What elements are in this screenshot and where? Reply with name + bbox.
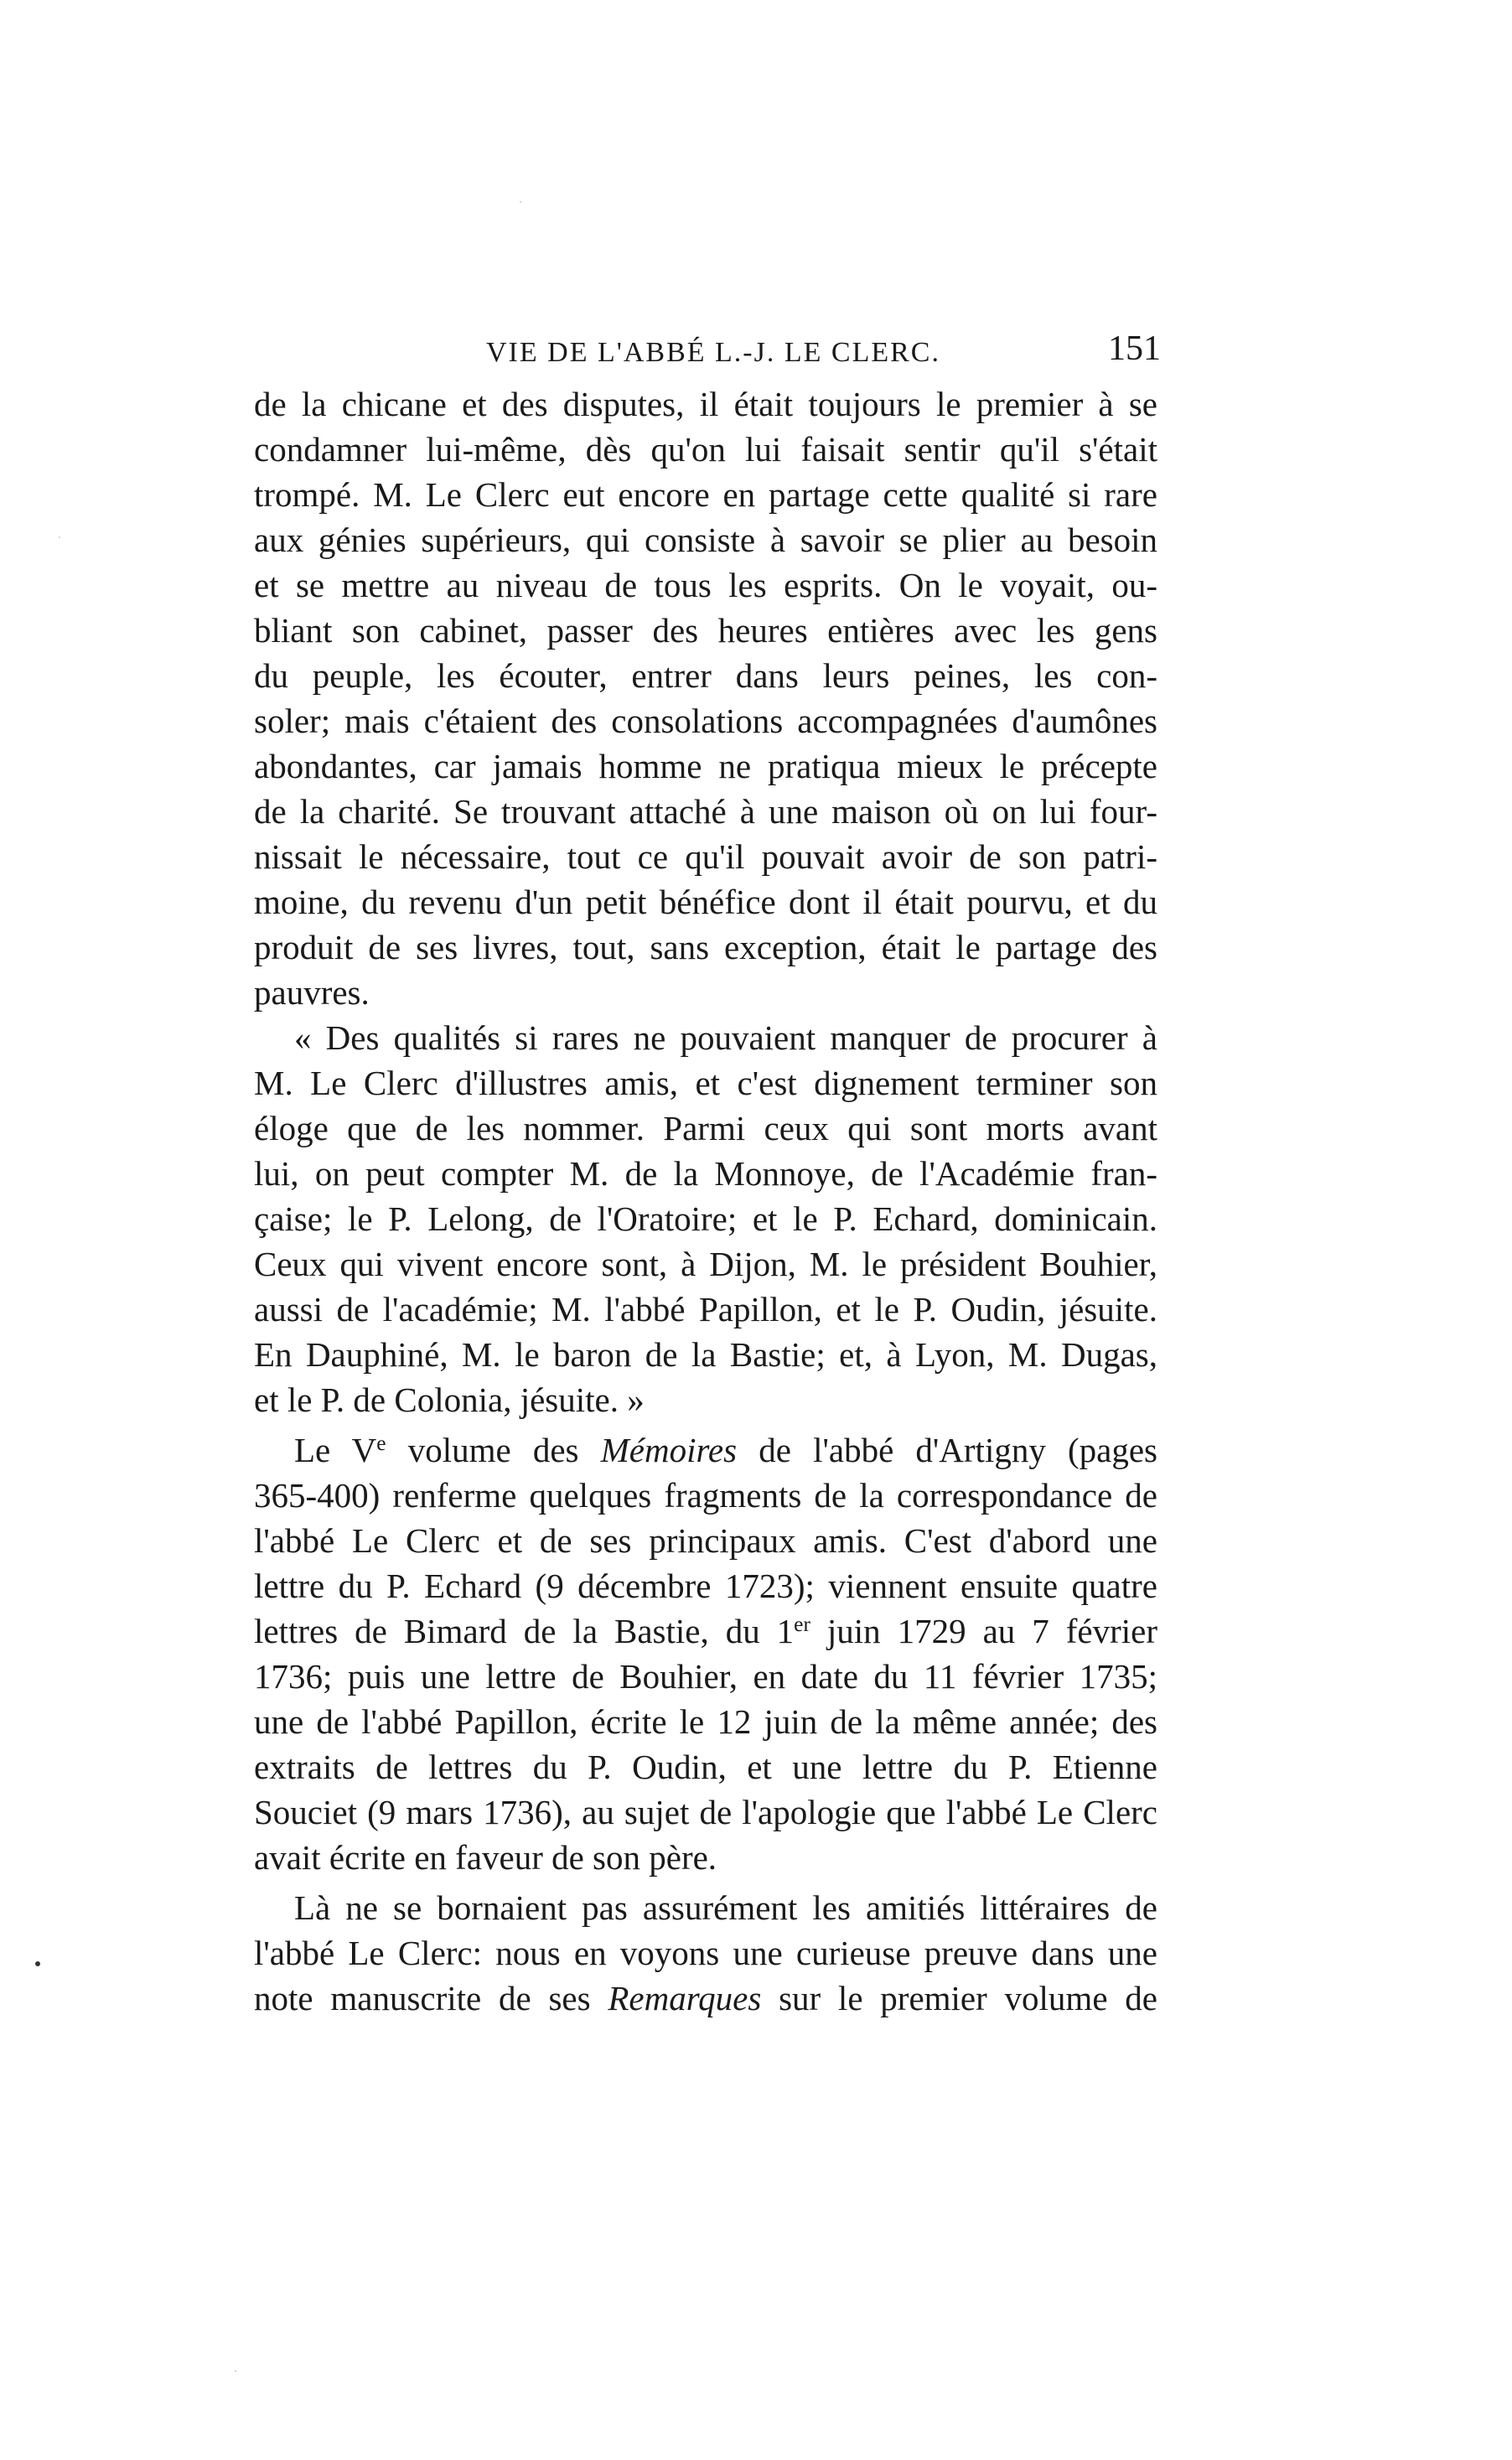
text-line: abondantes, car jamais homme ne pratiqua mieux le précepte [254,747,1157,785]
text-line: soler; mais c'étaient des consolations accompagnées d'aumônes [254,702,1157,740]
text-line: produit de ses livres, tout, sans exception, était le partage des [254,928,1157,966]
text-line: Ceux qui vivent encore sont, à Dijon, M. le président Bouhier, [254,1245,1157,1283]
paper-speck [520,201,521,203]
text-line: bliant son cabinet, passer des heures entières avec les gens [254,611,1157,650]
text-line: l'abbé Le Clerc: nous en voyons une curieuse preuve dans une [254,1934,1157,1972]
text-line: Là ne se bornaient pas assurément les amitiés littéraires de [294,1888,1157,1927]
text-line: M. Le Clerc d'illustres amis, et c'est dignement terminer son [254,1064,1157,1102]
text-line: moine, du revenu d'un petit bénéfice dont il était pourvu, et du [254,883,1157,921]
page-number: 151 [1108,329,1161,368]
running-head-title: VIE DE L'ABBÉ L.-J. LE CLERC. [486,337,940,368]
body-text [254,381,1157,2021]
text-line: trompé. M. Le Clerc eut encore en partage cette qualité si rare [254,475,1157,514]
text-line: Souciet (9 mars 1736), au sujet de l'apologie que l'abbé Le Clerc [254,1793,1157,1831]
text-line: aux génies supérieurs, qui consiste à savoir se plier au besoin [254,520,1157,559]
text-line: et le P. de Colonia, jésuite. » [254,1380,645,1419]
text-line: l'abbé Le Clerc et de ses principaux amis. C'est d'abord une [254,1521,1157,1560]
text-line: lettres de Bimard de la Bastie, du 1er juin 1729 au 7 février [254,1612,1157,1650]
text-line: de la charité. Se trouvant attaché à une maison où on lui four- [254,792,1157,831]
margin-ink-mark [35,1961,40,1966]
text-line: çaise; le P. Lelong, de l'Oratoire; et le P. Echard, dominicain. [254,1199,1157,1238]
text-line: En Dauphiné, M. le baron de la Bastie; et, à Lyon, M. Dugas, [254,1335,1157,1374]
paper-speck [59,536,60,538]
text-line: lui, on peut compter M. de la Monnoye, de l'Académie fran- [254,1154,1157,1193]
text-line: et se mettre au niveau de tous les esprits. On le voyait, ou- [254,566,1157,604]
text-line: lettre du P. Echard (9 décembre 1723); viennent ensuite quatre [254,1567,1157,1605]
text-line: éloge que de les nommer. Parmi ceux qui sont morts avant [254,1109,1157,1147]
text-line: note manuscrite de ses Remarques sur le premier volume de [254,1979,1157,2017]
text-line: du peuple, les écouter, entrer dans leurs peines, les con- [254,656,1157,695]
text-line: extraits de lettres du P. Oudin, et une lettre du P. Etienne [254,1748,1157,1786]
paper-speck [235,2370,236,2372]
text-line: de la chicane et des disputes, il était toujours le premier à se [254,385,1157,423]
text-line: avait écrite en faveur de son père. [254,1838,717,1877]
text-line: pauvres. [254,973,370,1012]
text-line: condamner lui-même, dès qu'on lui faisait sentir qu'il s'était [254,430,1157,469]
text-line: une de l'abbé Papillon, écrite le 12 juin de la même année; des [254,1702,1157,1741]
text-line: 1736; puis une lettre de Bouhier, en date du 11 février 1735; [254,1657,1157,1696]
text-line: « Des qualités si rares ne pouvaient manquer de procurer à [294,1018,1157,1057]
text-line: Le Ve volume des Mémoires de l'abbé d'Artigny (pages [294,1431,1157,1469]
text-line: aussi de l'académie; M. l'abbé Papillon, et le P. Oudin, jésuite. [254,1290,1157,1328]
running-head [251,329,1161,379]
text-line: 365-400) renferme quelques fragments de la correspondance de [254,1476,1157,1515]
text-line: nissait le nécessaire, tout ce qu'il pouvait avoir de son patri- [254,837,1157,876]
